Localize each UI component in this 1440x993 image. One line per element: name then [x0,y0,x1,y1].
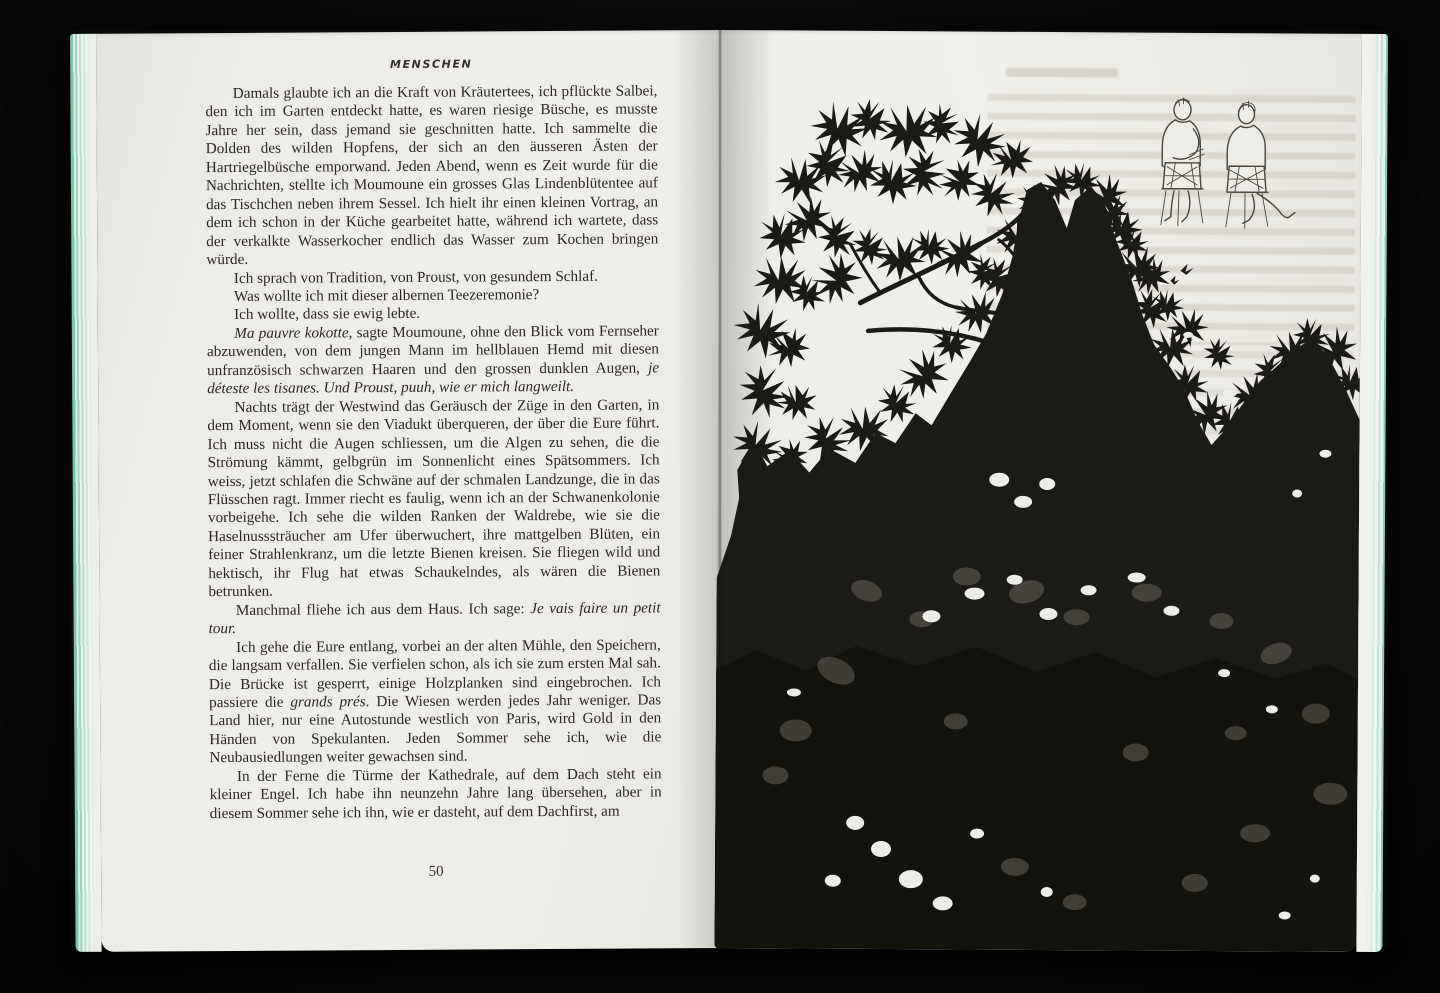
right-page-face [714,30,1362,952]
paragraph [209,765,661,823]
text-run: Ich wollte, dass sie ewig lebte. [234,305,421,324]
text-run: Nachts trägt der Westwind das Geräusch der Züge in den Garten, in dem Moment, wenn sie den Viadukt überqueren, der über die Eure führt. Ich muss nicht die Augen schliessen, um die Algen zu sehen, die die Strömung kämmt, gelbgrün im Sonnenlicht eines Spätsommers. Ich weiss, jetzt schlafen die Schwäne auf der schmalen Landzunge, die in das Flüsschen ragt. Immer riecht es faulig, wenn ich an der Schwanenkolonie vorbeigehe. Ich sehe die wilden Ranken der Waldrebe, wie sie die Haselnusssträucher am Ufer überwuchert, ihre mattgelben Blüten, ein feiner Strahlenkranz, um die letzte Bienen kreisen. Sie fliegen wild und hektisch, ihr Flug hat etwas Schaukelndes, als wären die Bienen betrunken. [207,396,661,601]
seated-figure-left [1161,98,1205,226]
text-run: In der Ferne die Türme der Kathedrale, auf dem Dach steht ein kleiner Engel. Ich habe ihn neunzehn Jahre lang übersehen, aber in diesem Sommer sehe ich ihn, wie er dasteht, auf dem Dachfirst, am [209,765,662,822]
text-run: Ich sprach von Tradition, von Proust, von gesundem Schlaf. [233,267,598,287]
text-run: Damals glaubte ich an die Kraft von Kräutertees, ich pflückte Salbei, den ich im Garten entdeckt hatte, es waren riesige Büsche, es musste Jahre her sein, dass jemand sie geschnitten hatte. Ich sammelte die Dolden des wilden Hopfens, der sich an den äusseren Ästen der Hartriegelbüsche emporwand. Jeden Abend, wenn es Zeit wurde für die Nachrichten, stellte ich Moumoune ein grosses Glas Lindenblütentee auf das Tischchen neben ihrem Sessel. Ich hielt ihr einen kleinen Vortrag, an dem ich schon in der Küche gearbeitet hatte, während ich wartete, dass der verkalkte Wasserkocher endlich das Wasser zum Kochen bringen würde. [205,82,659,269]
ink-foliage-illustration [714,30,1362,952]
text-run: . Die Wiesen werden jedes Jahr weniger. Das Land hier, nur eine Autostunde westlich von Paris, wird Gold in den Händen von Spekulanten. Jeden Sommer sehe ich, wie die Neubausiedlungen weiter gewachsen sind. [209,691,662,767]
text-run: Ich gehe die Eure entlang, vorbei an der alten Mühle, den Speichern, die langsam verfallen. Sie verfielen schon, als ich sie zum ersten Mal sah. Die Brücke ist gesperrt, einige Holzplanken sind eingebrochen. Ich passiere die [208,635,662,712]
italic-text-run: grands prés [290,693,366,711]
left-page [70,30,726,952]
paragraph [207,322,659,399]
paragraph [206,267,658,288]
italic-text-run: Ma pauvre kokotte [234,324,349,342]
paragraph [209,636,662,768]
page-number: 50 [428,863,444,880]
body-text [205,82,662,823]
right-page [714,30,1388,952]
right-page-edge-stack [1356,34,1388,952]
paragraph [208,599,660,639]
italic-text-run: je déteste les tisanes. Und Proust, puuh, wie er mich langweilt. [207,359,660,398]
text-run: Manchmal fliehe ich aus dem Haus. Ich sage: [235,599,531,619]
book-spread [70,30,1388,948]
book-spine [718,30,722,948]
text-run: , sagte Moumoune, ohne den Blick vom Fernseher abzuwenden, von dem jungen Mann im hellblauen Hemd mit diesen unfranzösisch schwarzen Haaren und den grossen dunklen Augen, [206,322,660,379]
leaf-flecks [1170,264,1193,285]
text-run: Was wollte ich mit dieser albernen Teezeremonie? [233,286,540,305]
paragraph [207,396,660,602]
left-page-face [96,30,726,952]
seated-figure-right [1226,101,1296,228]
running-header: MENSCHEN [389,57,473,72]
italic-text-run: Je vais faire un petit tour. [208,599,661,638]
paragraph [205,82,658,269]
